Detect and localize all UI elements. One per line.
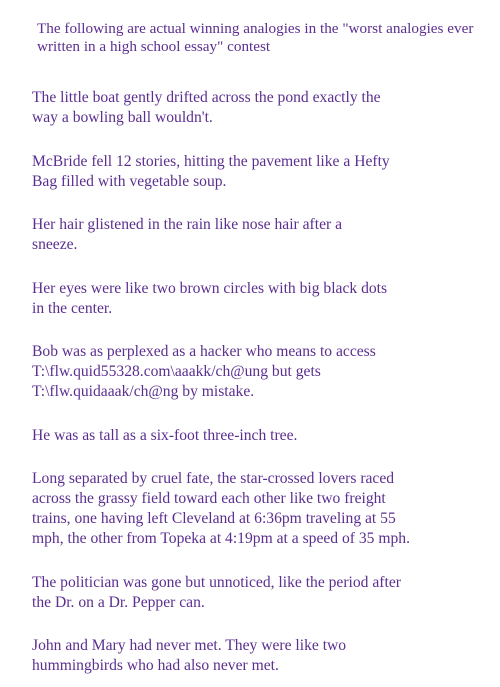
analogy-9: John and Mary had never met. They were like two hummingbirds who had also never met. (32, 637, 347, 674)
analogy-8: The politician was gone but unnoticed, like the period after the Dr. on a Dr. Pepper can. (32, 574, 401, 611)
analogy-2: McBride fell 12 stories, hitting the pavement like a Hefty Bag filled with vegetable soup. (32, 153, 390, 190)
document-header: The following are actual winning analogies in the "worst analogies ever written in a high school essay" contest (37, 20, 474, 55)
analogy-4: Her eyes were like two brown circles with big black dots in the center. (32, 280, 388, 317)
analogy-3: Her hair glistened in the rain like nose hair after a sneeze. (32, 216, 343, 253)
analogy-7: Long separated by cruel fate, the star-crossed lovers raced across the grassy field toward each other like two freight trains, one having left Cleveland at 6:36pm traveling at 55 mph, the other from Topeka at 4:19pm at a speed of 35 mph. (32, 470, 410, 547)
analogy-6: He was as tall as a six-foot three-inch tree. (32, 427, 298, 444)
analogy-1: The little boat gently drifted across the pond exactly the way a bowling ball wouldn't. (32, 89, 381, 126)
analogy-5: Bob was as perplexed as a hacker who means to access T:\flw.quid55328.com\aaakk/ch@ung but gets T:\flw.quidaaak/ch@ng by mistake. (32, 343, 376, 400)
